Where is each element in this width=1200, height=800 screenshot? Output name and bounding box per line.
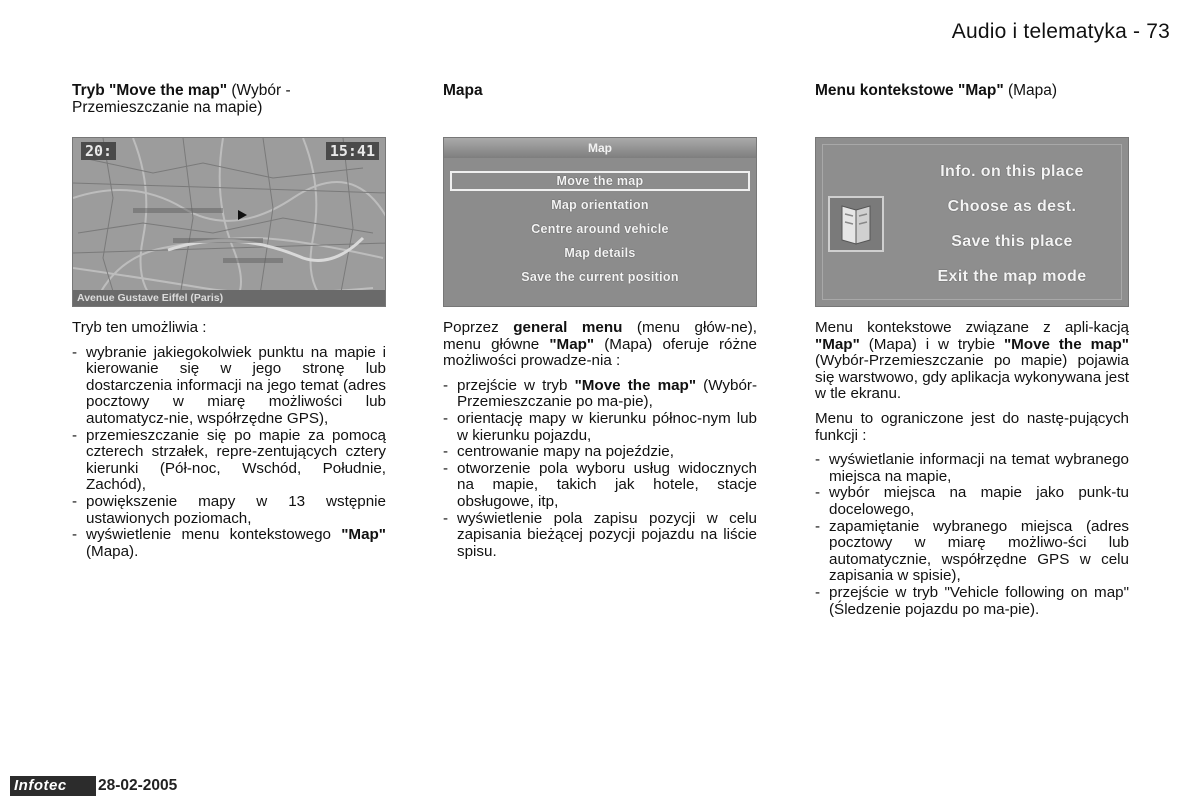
- list-item: - orientację mapy w kierunku północ-nym lub w kierunku pojazdu,: [443, 411, 757, 444]
- clock-label: 15:41: [326, 142, 379, 160]
- section-body: [72, 320, 386, 560]
- list-item: - przemieszczanie się po mapie za pomocą czterech strzałek, repre-zentujących cztery kierunki (Pół-noc, Wschód, Południe, Zachód),: [72, 428, 386, 494]
- footer-date: 28-02-2005: [98, 777, 178, 794]
- menu-item-map-orientation[interactable]: Map orientation: [551, 198, 649, 212]
- street-name-bar: Avenue Gustave Eiffel (Paris): [73, 290, 385, 306]
- intro-text: Poprzez general menu (menu głów-ne), menu główne "Map" (Mapa) oferuje różne możliwości prowadze-nia :: [443, 319, 758, 370]
- map-book-icon: [828, 196, 884, 252]
- menu-item-save-this-place[interactable]: Save this place: [951, 233, 1073, 250]
- list-item: - centrowanie mapy na pojeździe,: [443, 444, 757, 461]
- feature-list: [815, 452, 1129, 618]
- map-screenshot: [72, 137, 386, 307]
- list-item: - zapamiętanie wybranego miejsca (adres pocztowy w miarę możliwo-ści lub automatycznie, współrzędne GPS w celu zapisania w spisie),: [815, 519, 1129, 585]
- section-body: [815, 320, 1129, 618]
- menu-item-save-current-position[interactable]: Save the current position: [521, 270, 679, 284]
- list-item: - przejście w tryb "Move the map" (Wybór-Przemieszczanie po ma-pie),: [443, 378, 757, 411]
- page-header: Audio i telematyka - 73: [951, 20, 1170, 43]
- menu-item-centre-around-vehicle[interactable]: Centre around vehicle: [531, 222, 669, 236]
- section-heading: Tryb "Move the map" (Wybór - Przemieszczanie na mapie): [72, 82, 291, 116]
- menu-item-exit-map-mode[interactable]: Exit the map mode: [937, 268, 1087, 285]
- section-heading: Mapa: [443, 82, 483, 99]
- section-heading: Menu kontekstowe "Map" (Mapa): [815, 82, 1058, 99]
- intro-text: Menu kontekstowe związane z apli-kacją "Map" (Mapa) i w trybie "Move the map" (Wybór-Przemieszczanie po mapie) pojawia się warstwowo, gdy aplikacja wykonywana jest w tle ekranu.: [815, 319, 1130, 403]
- time-left-label: 20:: [81, 142, 116, 160]
- menu-title: Map: [444, 138, 756, 158]
- intro-text: Tryb ten umożliwia :: [72, 319, 207, 336]
- feature-list: [72, 345, 386, 561]
- list-item: - powiększenie mapy w 13 wstępnie ustawionych poziomach,: [72, 494, 386, 527]
- menu-item-choose-as-dest[interactable]: Choose as dest.: [947, 198, 1077, 215]
- cursor-arrow-icon: [236, 209, 248, 221]
- menu-item-move-the-map[interactable]: Move the map: [450, 171, 750, 191]
- column-map: [443, 82, 761, 560]
- list-item: - wybór miejsca na mapie jako punk-tu docelowego,: [815, 485, 1129, 518]
- map-menu-screenshot: [443, 137, 757, 307]
- feature-list: [443, 378, 757, 561]
- menu-list: [450, 171, 750, 291]
- context-menu-screenshot: [815, 137, 1129, 307]
- column-move-the-map: [72, 82, 390, 560]
- limits-text: Menu to ograniczone jest do nastę-pujących funkcji :: [815, 409, 1129, 444]
- brand-logo: Infotec: [10, 776, 96, 796]
- menu-item-map-details[interactable]: Map details: [564, 246, 636, 260]
- list-item: - wyświetlenie menu kontekstowego "Map" (Mapa).: [72, 527, 386, 560]
- list-item: - przejście w tryb "Vehicle following on map"(Śledzenie pojazdu po ma-pie).: [815, 585, 1129, 618]
- menu-item-info-on-place[interactable]: Info. on this place: [940, 163, 1084, 180]
- list-item: - otworzenie pola wyboru usług widocznych na mapie, takich jak hotele, stacje obsługowe, itp,: [443, 461, 757, 511]
- list-item: - wybranie jakiegokolwiek punktu na mapie i kierowanie się w jego stronę lub dostarczenia informacji na jego temat (adres pocztowy w miarę możliwości lub automatycz-nie, współrzędne GPS),: [72, 345, 386, 428]
- map-image: [73, 138, 386, 307]
- list-item: - wyświetlanie informacji na temat wybranego miejsca na mapie,: [815, 452, 1129, 485]
- section-body: [443, 320, 757, 560]
- list-item: - wyświetlenie pola zapisu pozycji w celu zapisania bieżącej pozycji pojazdu na liście spisu.: [443, 511, 757, 561]
- context-menu-list: [900, 154, 1124, 294]
- column-context-menu: [815, 82, 1133, 618]
